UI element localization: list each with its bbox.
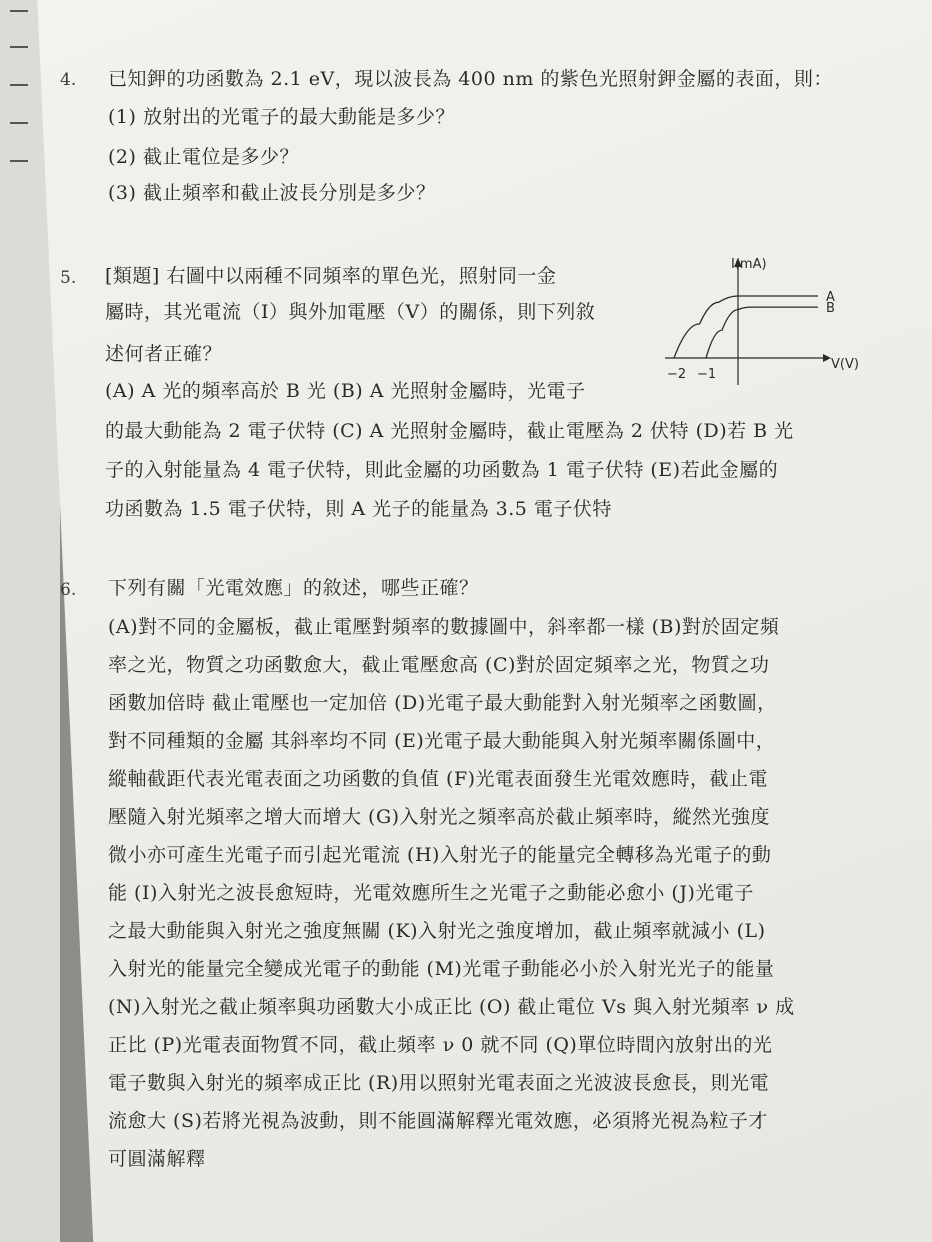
question-part: (2) 截止電位是多少？ <box>108 146 299 168</box>
question-line: 微小亦可產生光電子而引起光電流 (H)入射光子的能量完全轉移為光電子的動 <box>108 844 772 866</box>
question-line: 屬時，其光電流（I）與外加電壓（V）的關係，則下列敘 <box>105 301 596 323</box>
question-line: 壓隨入射光頻率之增大而增大 (G)入射光之頻率高於截止頻率時，縱然光強度 <box>108 806 771 828</box>
question-line: 函數加倍時 截止電壓也一定加倍 (D)光電子最大動能對入射光頻率之函數圖， <box>108 692 777 714</box>
question-line: 縱軸截距代表光電表面之功函數的負值 (F)光電表面發生光電效應時，截止電 <box>108 768 769 790</box>
question-line: (A)對不同的金屬板，截止電壓對頻率的數據圖中，斜率都一樣 (B)對於固定頻 <box>108 616 780 638</box>
tick-label: −2 <box>667 367 687 382</box>
question-line: (N)入射光之截止頻率與功函數大小成正比 (O) 截止電位 Vs 與入射光頻率 ν 成 <box>108 996 795 1018</box>
question-part: (3) 截止頻率和截止波長分別是多少？ <box>108 182 436 204</box>
question-number: 4. <box>60 70 77 90</box>
question-line: 可圓滿解釋 <box>108 1148 206 1170</box>
question-number: 5. <box>60 268 77 288</box>
margin-ruler-marks <box>10 10 40 170</box>
question-line: 對不同種類的金屬 其斜率均不同 (E)光電子最大動能與入射光頻率關係圖中， <box>108 730 776 752</box>
question-line: 之最大動能與入射光之強度無關 (K)入射光之強度增加，截止頻率就減小 (L) <box>108 920 766 942</box>
question-number: 6. <box>60 580 77 600</box>
question-line: 正比 (P)光電表面物質不同，截止頻率 ν 0 就不同 (Q)單位時間內放射出的光 <box>108 1034 773 1056</box>
question-line: 的最大動能為 2 電子伏特 (C) A 光照射金屬時，截止電壓為 2 伏特 (D)若 B 光 <box>105 420 794 442</box>
question-line: 功函數為 1.5 電子伏特，則 A 光子的能量為 3.5 電子伏特 <box>105 498 612 520</box>
curve-label-A: A <box>826 290 835 305</box>
x-axis-arrow <box>823 354 831 362</box>
curve-B <box>706 307 818 358</box>
question-line: [類題] 右圖中以兩種不同頻率的單色光，照射同一金 <box>105 265 557 287</box>
question-line: 下列有關「光電效應」的敘述，哪些正確？ <box>108 577 479 599</box>
question-line: 流愈大 (S)若將光視為波動，則不能圓滿解釋光電效應，必須將光視為粒子才 <box>108 1110 768 1132</box>
question-line: 子的入射能量為 4 電子伏特，則此金屬的功函數為 1 電子伏特 (E)若此金屬的 <box>105 459 779 481</box>
question-line: 電子數與入射光的頻率成正比 (R)用以照射光電表面之光波波長愈長，則光電 <box>108 1072 770 1094</box>
question-line: 述何者正確？ <box>105 343 223 365</box>
iv-chart <box>655 255 880 390</box>
series-layer <box>674 290 835 358</box>
tick-label: −1 <box>697 367 717 382</box>
y-axis-label: I(mA) <box>731 257 767 272</box>
x-axis-label: V(V) <box>831 357 859 372</box>
question-line: 能 (I)入射光之波長愈短時，光電效應所生之光電子之動能必愈小 (J)光電子 <box>108 882 754 904</box>
curve-A <box>674 296 818 358</box>
curve-label-B: B <box>826 301 835 317</box>
iv-chart-svg <box>655 255 880 390</box>
question-line: 入射光的能量完全變成光電子的動能 (M)光電子動能必小於入射光光子的能量 <box>108 958 775 980</box>
question-part: (1) 放射出的光電子的最大動能是多少？ <box>108 106 455 128</box>
question-line: (A) A 光的頻率高於 B 光 (B) A 光照射金屬時，光電子 <box>105 380 586 402</box>
question-stem: 已知鉀的功函數為 2.1 eV，現以波長為 400 nm 的紫色光照射鉀金屬的表面，則： <box>108 68 833 90</box>
question-line: 率之光，物質之功函數愈大，截止電壓愈高 (C)對於固定頻率之光，物質之功 <box>108 654 770 676</box>
